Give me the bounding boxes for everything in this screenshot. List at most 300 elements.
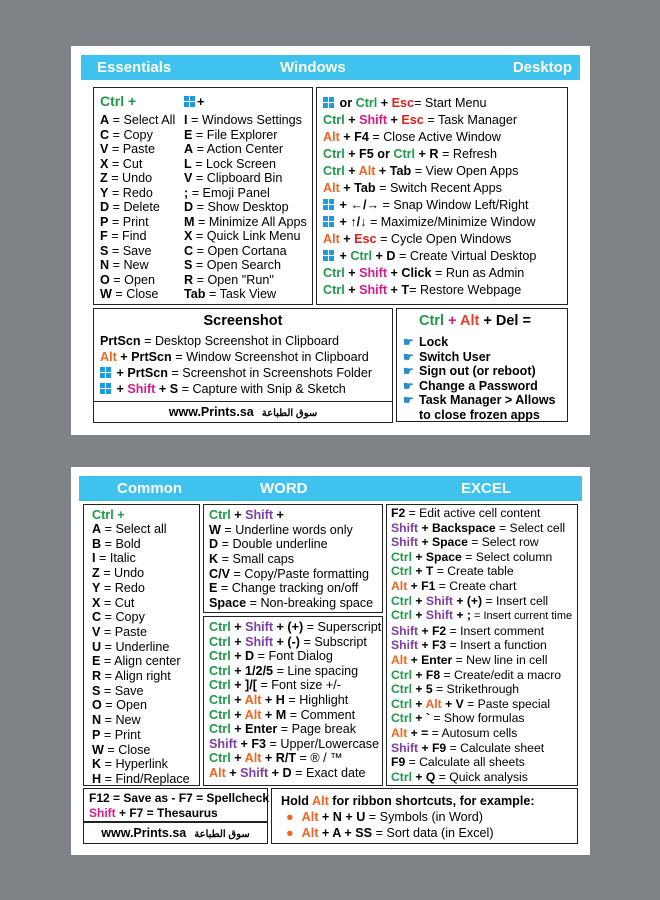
shortcut-key: + Space [418, 535, 468, 550]
word1-list [209, 508, 373, 611]
t: = Desktop Screenshot in Clipboard [140, 334, 340, 348]
shortcut-row [92, 566, 190, 581]
cad-item-cont [403, 408, 556, 423]
t: + Enter [230, 722, 278, 737]
shortcut-row [184, 200, 307, 215]
essentials-ctrl-title: Ctrl + [100, 93, 137, 109]
shortcut-key: K [92, 757, 102, 772]
t: + R [415, 147, 439, 161]
shortcut-row [92, 743, 190, 758]
shortcut-row [92, 596, 190, 611]
t: Alt [244, 707, 262, 722]
pointing-hand-icon: ☛ [403, 349, 414, 364]
shortcut-desc: = Windows Settings [187, 113, 302, 127]
pointing-hand-icon: ☛ [403, 393, 414, 407]
excel-row [391, 550, 572, 565]
t: + Click [387, 266, 432, 280]
shortcut-desc: = Undo [99, 566, 145, 581]
essentials-ctrl-list [100, 113, 175, 302]
t: + [225, 765, 241, 780]
t: + D [230, 649, 255, 664]
modifier-key: Shift [425, 593, 453, 608]
cad-item [403, 350, 556, 365]
word2-line [209, 737, 381, 752]
ribbon-example [281, 809, 535, 825]
ribbon-list [281, 793, 535, 841]
shortcut-row [100, 229, 175, 244]
t: + ↑/↓ [336, 215, 367, 229]
shortcut-row [184, 287, 307, 302]
shortcut-key: Z [100, 171, 108, 185]
common-box [83, 504, 200, 786]
shortcut-key: M [184, 214, 195, 229]
t: + [339, 232, 355, 246]
shortcut-row [100, 186, 175, 201]
shortcut-desc: = Cut [108, 156, 143, 171]
bottom-header [79, 476, 582, 501]
pointing-hand-icon: ☛ [403, 364, 414, 378]
shortcut-key: Y [100, 185, 109, 200]
shortcut-desc: = Create/edit a macro [440, 667, 562, 682]
t: = ® / ™ [296, 751, 343, 766]
excel-row [391, 638, 572, 653]
shortcut-desc: = Delete [109, 200, 160, 214]
shortcut-desc: = New [101, 713, 141, 728]
t: Shift [359, 266, 388, 280]
t: + ]/[ [230, 678, 257, 693]
t: Shift [245, 620, 274, 634]
shortcut-desc: = Select all [101, 522, 167, 536]
screenshot-title: Screenshot [203, 313, 283, 329]
t: = Upper/Lowercase [266, 736, 380, 751]
common-list [92, 522, 190, 787]
shortcut-desc: = Select column [461, 549, 553, 564]
t: Alt [459, 313, 480, 329]
shortcut-key: + T [412, 564, 434, 579]
essentials-win-title [184, 95, 204, 109]
t: Ctrl [209, 678, 231, 693]
modifier-key: Shift [391, 740, 419, 755]
t: = Font size +/- [256, 678, 341, 693]
word2-line [209, 708, 381, 723]
shortcut-desc: = Select cell [495, 520, 566, 535]
shortcut-desc: = New line in cell [452, 652, 548, 667]
shortcut-key: I [92, 551, 96, 566]
top-card [71, 46, 590, 435]
shortcut-key: S [184, 258, 193, 272]
t: Shift [359, 113, 388, 127]
shortcut-row [92, 654, 190, 669]
t: = Highlight [284, 692, 349, 707]
shortcut-key: X [92, 595, 101, 610]
header-excel: EXCEL [461, 480, 512, 497]
shortcut-desc: = Bold [101, 536, 141, 551]
cad-item [403, 335, 556, 350]
shortcut-row [184, 128, 307, 143]
word-box-1 [203, 504, 383, 613]
screenshot-line [100, 333, 372, 349]
shortcut-key: + = [407, 725, 429, 740]
shortcut-desc: = Print [108, 214, 149, 229]
excel-row [391, 755, 572, 770]
shortcut-desc: = File Explorer [192, 127, 278, 142]
t: = View Open Apps [411, 164, 519, 178]
t: + [336, 249, 351, 263]
shortcut-desc: = Autosum cells [428, 725, 518, 740]
shortcut-desc: = Calculate all sheets [405, 755, 525, 770]
arabic-brand: سوق الطباعة [194, 829, 250, 840]
shortcut-key: L [184, 156, 192, 171]
shortcut-key: Space [209, 596, 247, 611]
website-url: www.Prints.sa [168, 405, 254, 419]
shortcut-row [100, 287, 175, 302]
t: Alt [244, 692, 262, 707]
shortcut-row [184, 215, 307, 230]
desktop-line [323, 95, 536, 112]
modifier-key: Shift [391, 520, 419, 535]
t: = Maximize/Minimize Window [366, 215, 536, 229]
shortcut-row [92, 698, 190, 713]
ctrl-alt-del-box [396, 308, 568, 422]
t: = Screenshot in Screenshots Folder [167, 366, 373, 380]
shortcut-desc: = Open [101, 698, 147, 713]
shortcut-row [209, 523, 373, 538]
t: Shift [89, 805, 116, 820]
t: Ctrl [393, 147, 416, 161]
t: or [373, 147, 394, 161]
t: + PrtScn [116, 350, 172, 364]
shortcut-key: Tab [184, 287, 206, 301]
shortcut-row [209, 537, 373, 552]
shortcut-key: P [100, 214, 109, 229]
t: for ribbon shortcuts, for example: [328, 794, 535, 808]
shortcut-row [184, 142, 307, 157]
t: Alt [323, 232, 340, 246]
t: Esc [401, 113, 424, 127]
t: + Tab [375, 164, 412, 178]
shortcut-key: + F3 [418, 638, 447, 653]
shortcut-row [92, 610, 190, 625]
t: = Start Menu [414, 96, 487, 110]
shortcut-key: + V [441, 696, 464, 711]
website-footer [93, 401, 393, 423]
shortcut-key: + Enter [407, 652, 453, 667]
cad-item-label: Switch User [419, 349, 491, 364]
shortcut-key: O [100, 272, 110, 287]
t: + [344, 283, 360, 297]
essentials-box [93, 87, 313, 305]
excel-row [391, 741, 572, 756]
excel-row [391, 668, 572, 683]
shortcut-desc: = Quick Link Menu [192, 229, 301, 243]
shortcut-key: N [92, 713, 102, 728]
windows-logo-icon [323, 199, 334, 210]
modifier-key: Alt [391, 578, 408, 593]
t: + [344, 164, 359, 178]
shortcut-desc: = Close [103, 742, 151, 757]
shortcut-desc: = Redo [100, 580, 145, 595]
t: = Comment [286, 707, 356, 722]
t: Shift [240, 765, 269, 780]
shortcut-key: V [184, 171, 193, 185]
bullet-icon: ● [286, 826, 294, 840]
shortcut-desc: = Save [100, 683, 144, 698]
screenshot-line [100, 365, 372, 381]
windows-logo-icon [100, 383, 111, 394]
modifier-key: Alt [391, 652, 408, 667]
cad-item-label: Sign out (or reboot) [419, 364, 536, 378]
shortcut-row [184, 157, 307, 172]
shortcut-key: S [92, 683, 101, 698]
modifier-key: Ctrl [391, 564, 412, 579]
shortcut-desc: = Task View [205, 287, 277, 301]
t: + D [372, 249, 396, 263]
shortcut-key: D [209, 537, 219, 552]
modifier-key: Ctrl [391, 593, 412, 608]
t: + F3 [236, 736, 267, 751]
shortcut-desc: = Align right [101, 669, 171, 684]
t: = Cycle Open Windows [376, 232, 512, 246]
shortcut-desc: = Emoji Panel [188, 185, 270, 200]
t: + F4 [339, 130, 369, 144]
word2-line [209, 664, 381, 679]
screenshot-list [100, 333, 372, 397]
cad-item [403, 393, 556, 408]
shortcut-desc: = Show formulas [429, 711, 525, 726]
shortcut-desc: = Double underline [218, 537, 328, 552]
excel-box [386, 504, 578, 786]
excel-row [391, 594, 572, 609]
t: Ctrl [209, 649, 231, 664]
desktop-line [323, 231, 536, 248]
shortcut-desc: = Insert current time [470, 610, 573, 623]
shortcut-key: N [100, 258, 110, 272]
shortcut-key: + F2 [418, 623, 447, 638]
cad-item-label: Lock [419, 335, 449, 349]
desktop-line [323, 146, 536, 163]
t: + T [387, 283, 410, 297]
t: Ctrl [209, 620, 231, 634]
save-spell-line: F12 = Save as - F7 = Spellcheck [89, 791, 270, 805]
shortcut-row [100, 113, 175, 128]
shortcut-row [209, 552, 373, 567]
t: Alt [100, 350, 117, 364]
shortcut-desc: = Find [107, 229, 147, 243]
t: + [113, 382, 128, 396]
t: + S [155, 382, 179, 396]
shortcut-key: B [92, 536, 102, 551]
shortcut-row [92, 551, 190, 566]
shortcut-desc: = Copy [101, 610, 145, 625]
cad-item [403, 364, 556, 379]
shortcut-key: F2 [391, 506, 406, 520]
t: Ctrl [209, 692, 231, 707]
word2-line [209, 751, 381, 766]
desktop-line [323, 197, 536, 214]
header-windows: Windows [280, 59, 346, 76]
t: = Run as Admin [431, 266, 525, 280]
t: = Task Manager [423, 113, 518, 127]
desktop-line [323, 129, 536, 146]
shortcut-desc: = Non-breaking space [246, 596, 374, 611]
shortcut-key: C [184, 243, 194, 258]
shortcut-desc: = Insert cell [482, 593, 549, 608]
shortcut-key: + Q [412, 769, 436, 784]
shortcut-row [100, 244, 175, 259]
t: = Window Screenshot in Clipboard [171, 350, 369, 364]
shortcut-key: W [209, 522, 221, 537]
shortcut-key: Z [92, 566, 100, 581]
desktop-line [323, 265, 536, 282]
t: = Font Dialog [254, 649, 333, 664]
t: + PrtScn [113, 366, 168, 380]
t: Ctrl [323, 283, 345, 297]
excel-row [391, 711, 572, 726]
modifier-key: Alt [425, 696, 442, 711]
shortcut-row [100, 273, 175, 288]
cad-item-label: to close frozen apps [419, 407, 540, 422]
excel-row [391, 579, 572, 594]
shortcut-key: A [92, 522, 102, 536]
shortcut-key: O [92, 698, 102, 713]
t: + ←/→ [336, 198, 380, 212]
desktop-line [323, 163, 536, 180]
shortcut-key: F [100, 229, 108, 243]
shortcut-desc: = Underline [101, 639, 170, 654]
shortcut-desc: = New [109, 258, 149, 272]
excel-row [391, 608, 572, 624]
save-spell-box [83, 788, 268, 822]
shortcut-row [92, 581, 190, 596]
t: + [230, 707, 245, 722]
t: Alt [323, 181, 340, 195]
word2-line [209, 620, 381, 635]
modifier-key: Ctrl [391, 769, 412, 784]
shortcut-key: F9 [391, 755, 406, 770]
shortcut-key: Y [92, 580, 101, 595]
t: PrtScn [100, 334, 141, 348]
modifier-key: Ctrl [391, 696, 412, 711]
windows-logo-icon [323, 250, 334, 261]
t: = Switch Recent Apps [375, 181, 502, 195]
shortcut-key: + 5 [412, 682, 433, 697]
shortcut-row [100, 258, 175, 273]
shortcut-desc: = Italic [95, 551, 136, 566]
common-title: Ctrl + [92, 508, 125, 522]
win-plus: + [197, 95, 205, 109]
windows-logo-icon [323, 216, 334, 227]
shortcut-key: + ` [412, 711, 430, 726]
t: + [230, 634, 246, 649]
shortcut-desc: = Copy [109, 127, 153, 142]
excel-row [391, 697, 572, 712]
website-url: www.Prints.sa [101, 826, 187, 840]
shortcut-desc: = Redo [108, 185, 153, 200]
shortcut-desc: = Open "Run" [193, 272, 274, 287]
shortcut-row [184, 113, 307, 128]
shortcut-key: + Backspace [418, 520, 496, 535]
t: + F7 = Thesaurus [115, 805, 218, 820]
shortcut-key: E [209, 581, 218, 596]
t: Ctrl [350, 249, 373, 263]
t: Ctrl [209, 663, 231, 678]
word2-line [209, 649, 381, 664]
shortcut-row [92, 537, 190, 552]
desktop-line [323, 180, 536, 197]
ribbon-intro [281, 793, 535, 809]
t: = Capture with Snip & Sketch [178, 382, 346, 396]
excel-row [391, 506, 572, 521]
shortcut-row [92, 713, 190, 728]
shortcut-row [184, 244, 307, 259]
shortcut-key: C [100, 127, 110, 142]
shortcut-desc: = Select All [109, 113, 176, 127]
cad-item-label: Change a Password [419, 378, 538, 393]
shortcut-key: I [184, 113, 188, 127]
shortcut-desc: = Clipboard Bin [192, 171, 283, 185]
t: Alt [244, 751, 262, 766]
shortcut-row [184, 273, 307, 288]
modifier-key: Ctrl [391, 608, 412, 623]
t: Ctrl [323, 164, 345, 178]
modifier-key: Ctrl [391, 711, 412, 726]
shortcut-row [184, 229, 307, 244]
shortcut-row [100, 128, 175, 143]
shortcut-key: + Space [412, 549, 462, 564]
shortcut-desc: = Minimize All Apps [194, 214, 307, 229]
t: + [377, 96, 392, 110]
modifier-key: Shift [391, 638, 419, 653]
shortcut-key: K [209, 552, 219, 566]
bullet-icon: ● [286, 810, 294, 824]
word1-head [209, 508, 373, 523]
shortcut-key: + (+) [452, 593, 483, 608]
shortcut-row [100, 142, 175, 157]
shortcut-desc: = Small caps [218, 552, 295, 566]
shortcut-row [92, 757, 190, 772]
shortcut-key: A [100, 113, 110, 127]
desktop-list [323, 95, 536, 299]
t: + [273, 508, 284, 522]
shortcut-desc: = Find/Replace [101, 771, 190, 786]
shortcut-desc: = Close [111, 287, 159, 301]
t: = Sort data (in Excel) [372, 826, 494, 840]
excel-row [391, 653, 572, 668]
ribbon-box [271, 788, 578, 844]
shortcut-desc: = Insert comment [446, 623, 545, 638]
shortcut-desc: = Select row [467, 535, 539, 550]
shortcut-key: C/V [209, 566, 230, 581]
t: Alt [358, 164, 376, 178]
pointing-hand-icon: ☛ [403, 335, 414, 349]
shortcut-desc: = Copy/Paste formatting [230, 566, 369, 581]
shortcut-key: A [184, 142, 194, 156]
header-word: WORD [260, 480, 308, 497]
excel-row [391, 770, 572, 785]
t: + [344, 266, 360, 280]
shortcut-desc: = Strikethrough [432, 682, 520, 697]
shortcut-key: + ; [452, 608, 471, 623]
essentials-win-list [184, 113, 307, 302]
shortcut-key: U [92, 639, 102, 654]
shortcut-desc: = Align center [100, 654, 181, 669]
word2-line [209, 678, 381, 693]
t: or [336, 96, 356, 110]
shortcut-row [209, 581, 373, 596]
t: Ctrl [209, 634, 231, 649]
shortcut-key: D [100, 200, 110, 214]
modifier-key: Shift [391, 623, 419, 638]
